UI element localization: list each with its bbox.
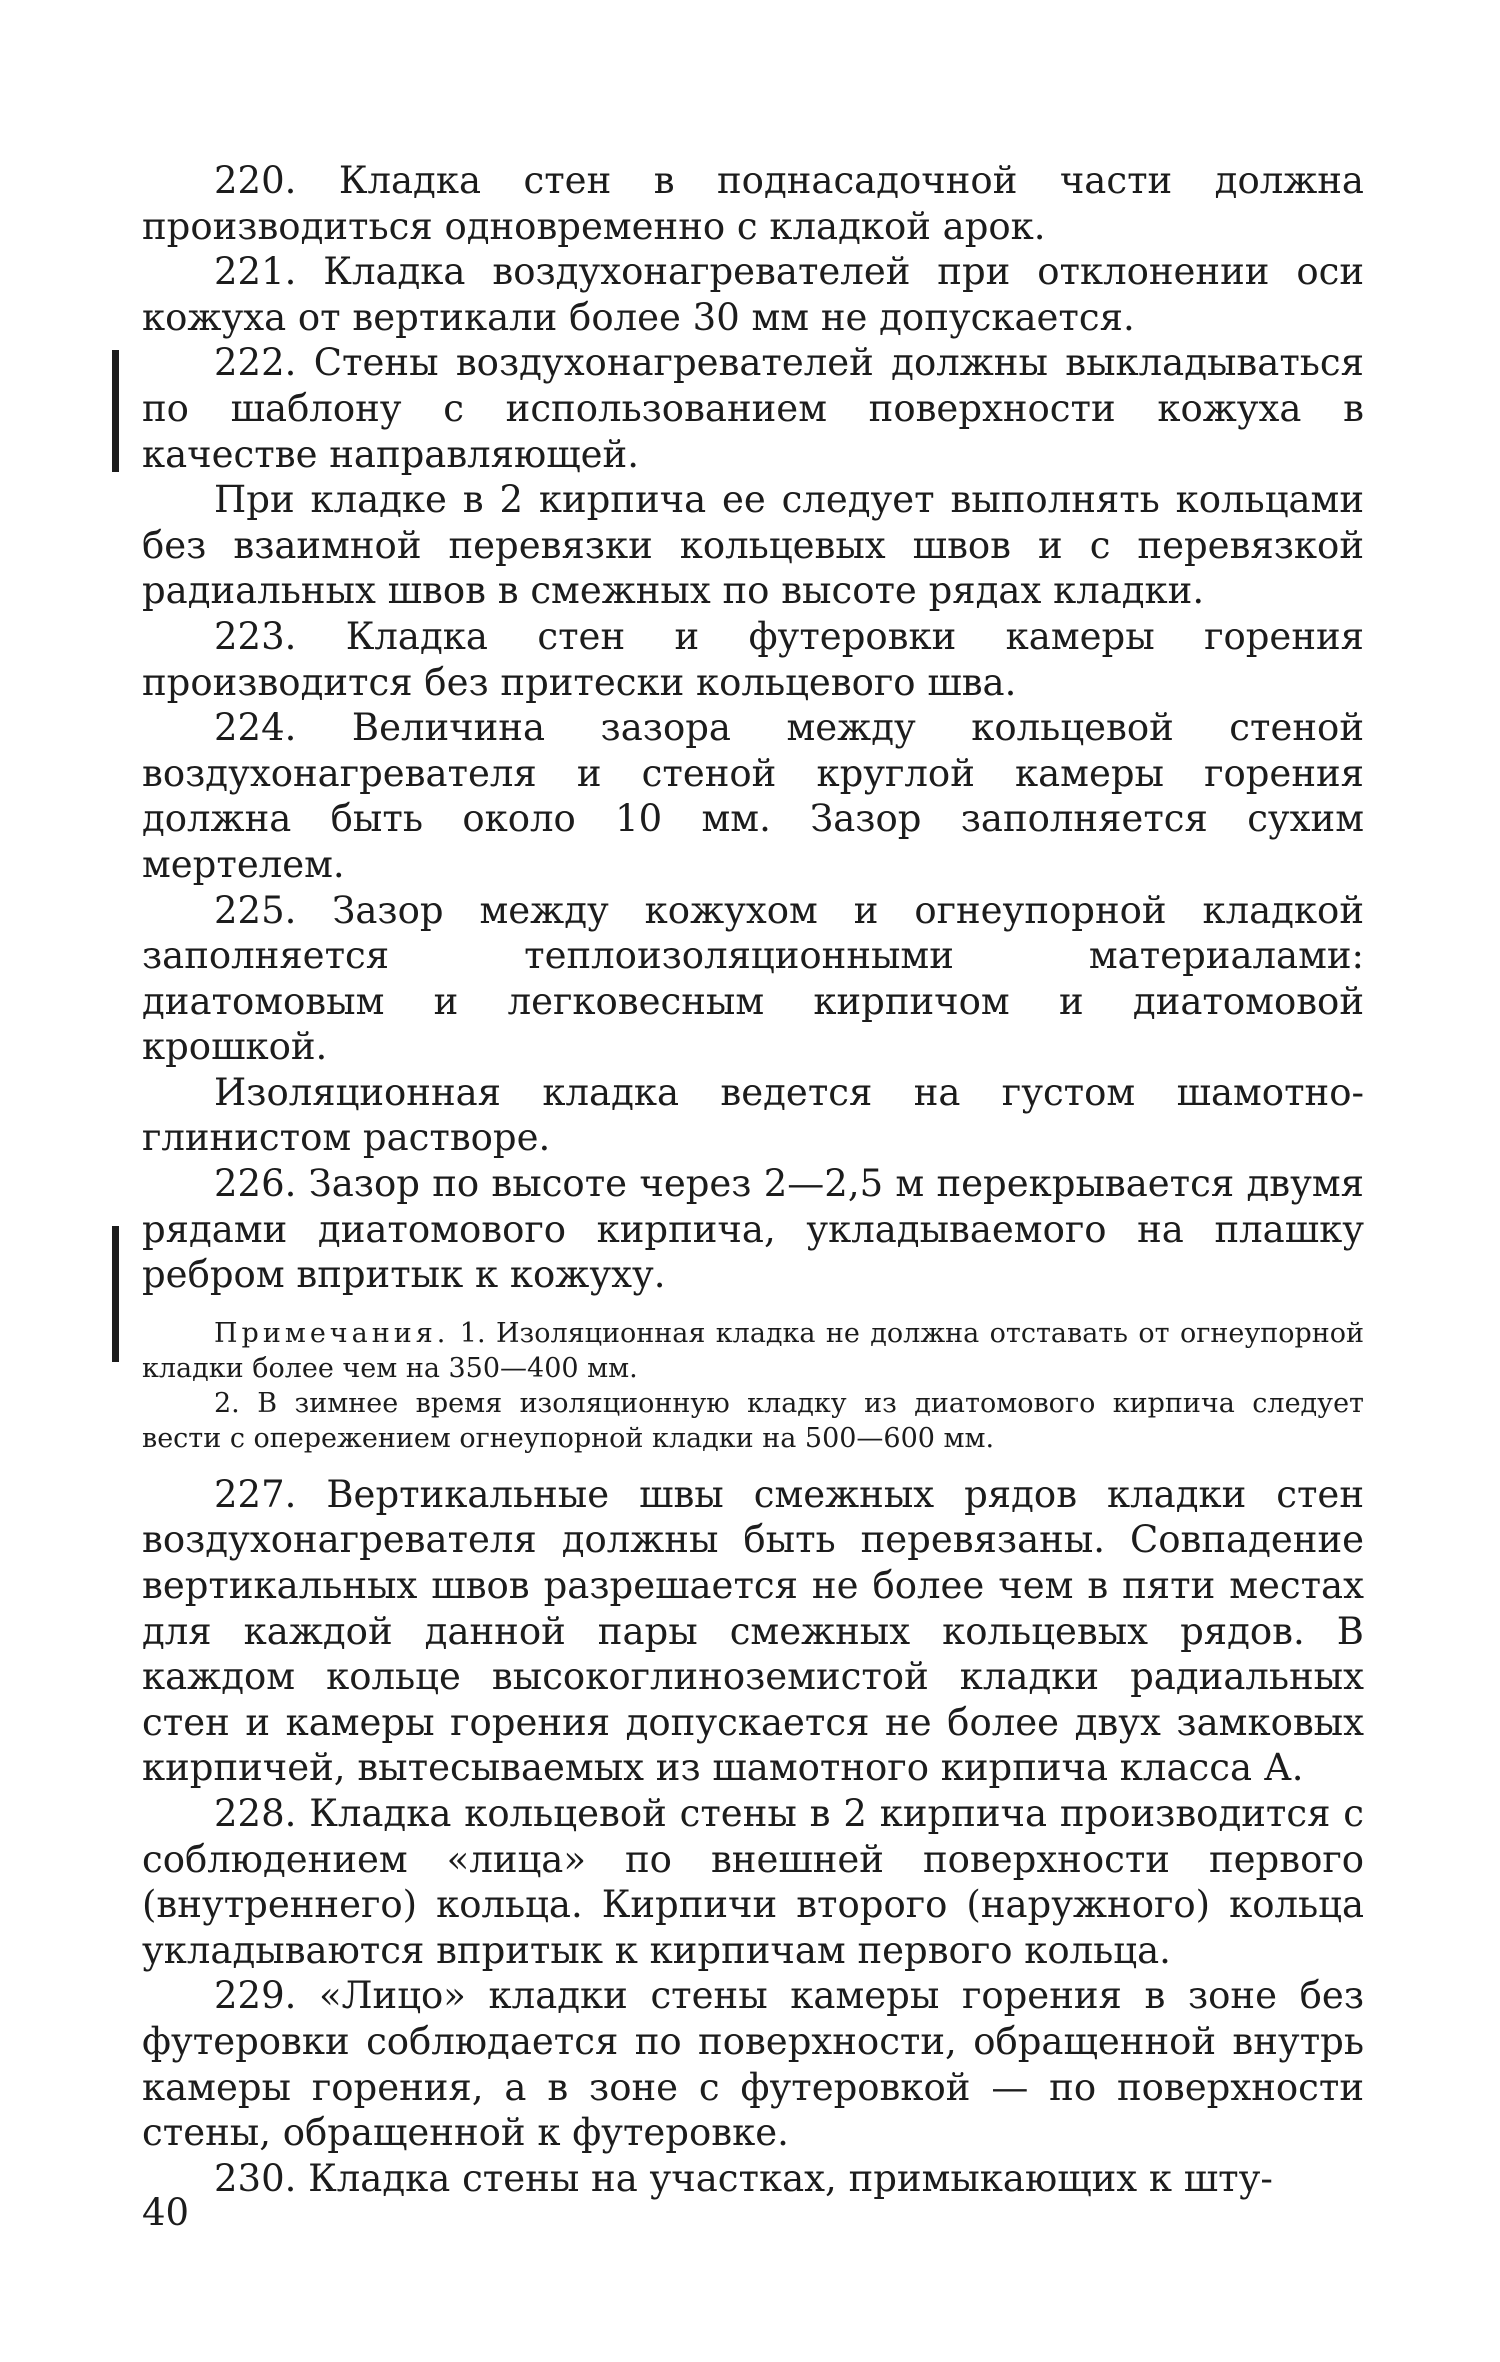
- paragraph-221: 221. Кладка воздухонагревателей при отклонении оси кожуха от вертикали более 30 мм не допускается.: [142, 250, 1364, 339]
- note-1: [142, 1316, 1364, 1386]
- margin-mark-bar: [112, 350, 119, 472]
- paragraph-222-continued: При кладке в 2 кирпича ее следует выполнять кольцами без взаимной перевязки кольцевых швов и с перевязкой радиальных швов в смежных по высоте рядах кладки.: [142, 478, 1364, 613]
- paragraph-227: 227. Вертикальные швы смежных рядов кладки стен воздухонагревателя должны быть перевязаны. Совпадение вертикальных швов разрешается не более чем в пяти местах для каждой данной пары смежных кольцевых рядов. В каждом кольце высокоглиноземистой кладки радиальных стен и камеры горения допускается не более двух замковых кирпичей, вытесываемых из шамотного кирпича класса А.: [142, 1472, 1364, 1790]
- paragraph-222: 222. Стены воздухонагревателей должны выкладываться по шаблону с использованием поверхности кожуха в качестве направляющей.: [142, 341, 1364, 476]
- margin-mark-bar: [112, 1226, 119, 1362]
- paragraph-223: 223. Кладка стен и футеровки камеры горения производится без притески кольцевого шва.: [142, 614, 1364, 704]
- paragraph-225-continued: Изоляционная кладка ведется на густом шамотно-глинистом растворе.: [142, 1070, 1364, 1160]
- notes-heading: Примечания.: [214, 1317, 450, 1349]
- paragraph-224: 224. Величина зазора между кольцевой стеной воздухонагревателя и стеной круглой камеры горения должна быть около 10 мм. Зазор заполняется сухим мертелем.: [142, 706, 1364, 886]
- paragraph-225: 225. Зазор между кожухом и огнеупорной кладкой заполняется теплоизоляционными материалами: диатомовым и легковесным кирпичом и диатомовой крошкой.: [142, 888, 1364, 1069]
- text-column: [142, 158, 1364, 2201]
- paragraph-226: 226. Зазор по высоте через 2—2,5 м перекрывается двумя рядами диатомового кирпича, укладываемого на плашку ребром впритык к кожуху.: [142, 1162, 1364, 1297]
- paragraph-229: 229. «Лицо» кладки стены камеры горения в зоне без футеровки соблюдается по поверхности, обращенной внутрь камеры горения, а в зоне с футеровкой — по поверхности стены, обращенной к футеровке.: [142, 1974, 1364, 2155]
- page-number: 40: [142, 2191, 190, 2234]
- paragraph-220: 220. Кладка стен в поднасадочной части должна производиться одновременно с кладкой арок.: [142, 159, 1364, 248]
- paragraph-228: 228. Кладка кольцевой стены в 2 кирпича производится с соблюдением «лица» по внешней поверхности первого (внутреннего) кольца. Кирпичи второго (наружного) кольца укладываются впритык к кирпичам первого кольца.: [142, 1792, 1364, 1972]
- note-2: 2. В зимнее время изоляционную кладку из диатомового кирпича следует вести с опережением огнеупорной кладки на 500—600 мм.: [142, 1387, 1364, 1454]
- note-1-text: 1. Изоляционная кладка не должна отставать от огнеупорной кладки более чем на 350—400 мм.: [142, 1317, 1364, 1384]
- notes-block: [142, 1316, 1364, 1456]
- paragraph-230: 230. Кладка стены на участках, примыкающих к шту-: [214, 2156, 1273, 2200]
